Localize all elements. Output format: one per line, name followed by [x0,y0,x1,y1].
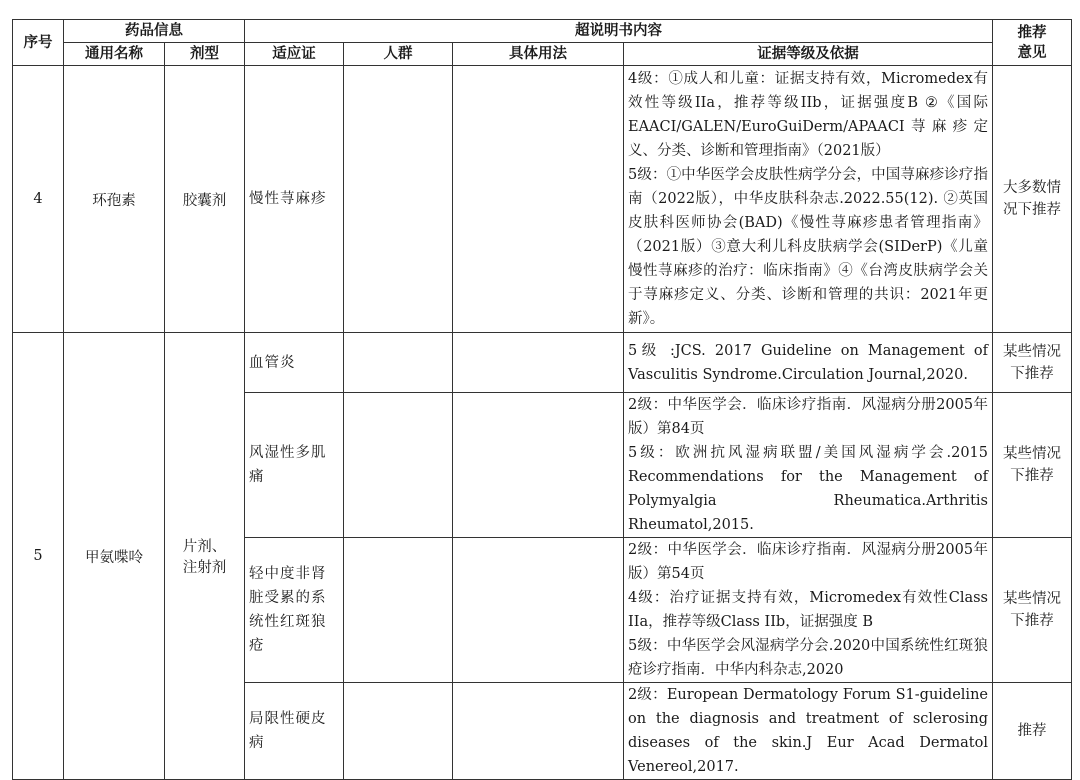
dosage-form-cell: 片剂、 注射剂 [165,333,245,780]
generic-name-cell: 甲氨喋呤 [64,333,165,780]
indication-cell: 局限性硬皮病 [245,683,344,780]
recommendation-cell: 推荐 [993,683,1072,780]
evidence-cell: 4级：①成人和儿童：证据支持有效，Micromedex有效性等级IIa，推荐等级IIb，证据强度B ②《国际EAACI/GALEN/EuroGuiDerm/APAACI荨麻疹定义、分类、诊断和管理指南》（2021版） 5级：①中华医学会皮肤性病学分会，中国荨麻疹诊疗指南（2022版），中华皮肤科杂志.2022.55(12). ②英国皮肤科医师协会(BAD)《慢性荨麻疹患者管理指南》（2021版）③意大利儿科皮肤病学会(SIDerP)《儿童慢性荨麻疹的治疗：临床指南》④《台湾皮肤病学会关于荨麻疹定义、分类、诊断和管理的共识：2021年更新》。 [624,66,993,333]
indication-cell: 慢性荨麻疹 [245,66,344,333]
seq-cell: 5 [13,333,64,780]
population-cell [344,333,453,393]
population-cell [344,66,453,333]
generic-name-cell: 环孢素 [64,66,165,333]
usage-cell [453,393,624,538]
dosage-form-cell: 胶囊剂 [165,66,245,333]
population-cell [344,683,453,780]
header-drug-info: 药品信息 [64,20,245,43]
evidence-cell: 2级：European Dermatology Forum S1-guideline on the diagnosis and treatment of sclerosing diseases of the skin.J Eur Acad Dermatol Venereol,2017. [624,683,993,780]
recommendation-cell: 大多数情况下推荐 [993,66,1072,333]
usage-cell [453,333,624,393]
recommendation-cell: 某些情况下推荐 [993,333,1072,393]
indication-cell: 风湿性多肌痛 [245,393,344,538]
population-cell [344,538,453,683]
seq-cell: 4 [13,66,64,333]
header-generic-name: 通用名称 [64,43,165,66]
usage-cell [453,683,624,780]
header-evidence: 证据等级及依据 [624,43,993,66]
evidence-cell: 2级：中华医学会．临床诊疗指南．风湿病分册2005年版）第84页 5级：欧洲抗风湿病联盟/美国风湿病学会.2015 Recommendations for the Management of Polymyalgia Rheumatica.Arthritis Rheumatol,2015. [624,393,993,538]
header-off-label: 超说明书内容 [245,20,993,43]
header-population: 人群 [344,43,453,66]
header-indication: 适应证 [245,43,344,66]
header-recommendation: 推荐 意见 [993,20,1072,66]
recommendation-cell: 某些情况下推荐 [993,393,1072,538]
header-dosage-form: 剂型 [165,43,245,66]
population-cell [344,393,453,538]
table-row [13,333,1072,393]
evidence-cell: 2级：中华医学会．临床诊疗指南．风湿病分册2005年版）第54页 4级：治疗证据支持有效，Micromedex有效性Class IIa，推荐等级Class IIb，证据强度 B 5级：中华医学会风湿病学分会.2020中国系统性红斑狼疮诊疗指南．中华内科杂志,2020 [624,538,993,683]
table-row [13,66,1072,333]
recommendation-cell: 某些情况下推荐 [993,538,1072,683]
drug-off-label-table [12,19,1072,780]
indication-cell: 轻中度非肾脏受累的系统性红斑狼疮 [245,538,344,683]
evidence-cell: 5级 :JCS. 2017 Guideline on Management of Vasculitis Syndrome.Circulation Journal,2020. [624,333,993,393]
usage-cell [453,66,624,333]
usage-cell [453,538,624,683]
header-usage: 具体用法 [453,43,624,66]
header-seq: 序号 [13,20,64,66]
indication-cell: 血管炎 [245,333,344,393]
